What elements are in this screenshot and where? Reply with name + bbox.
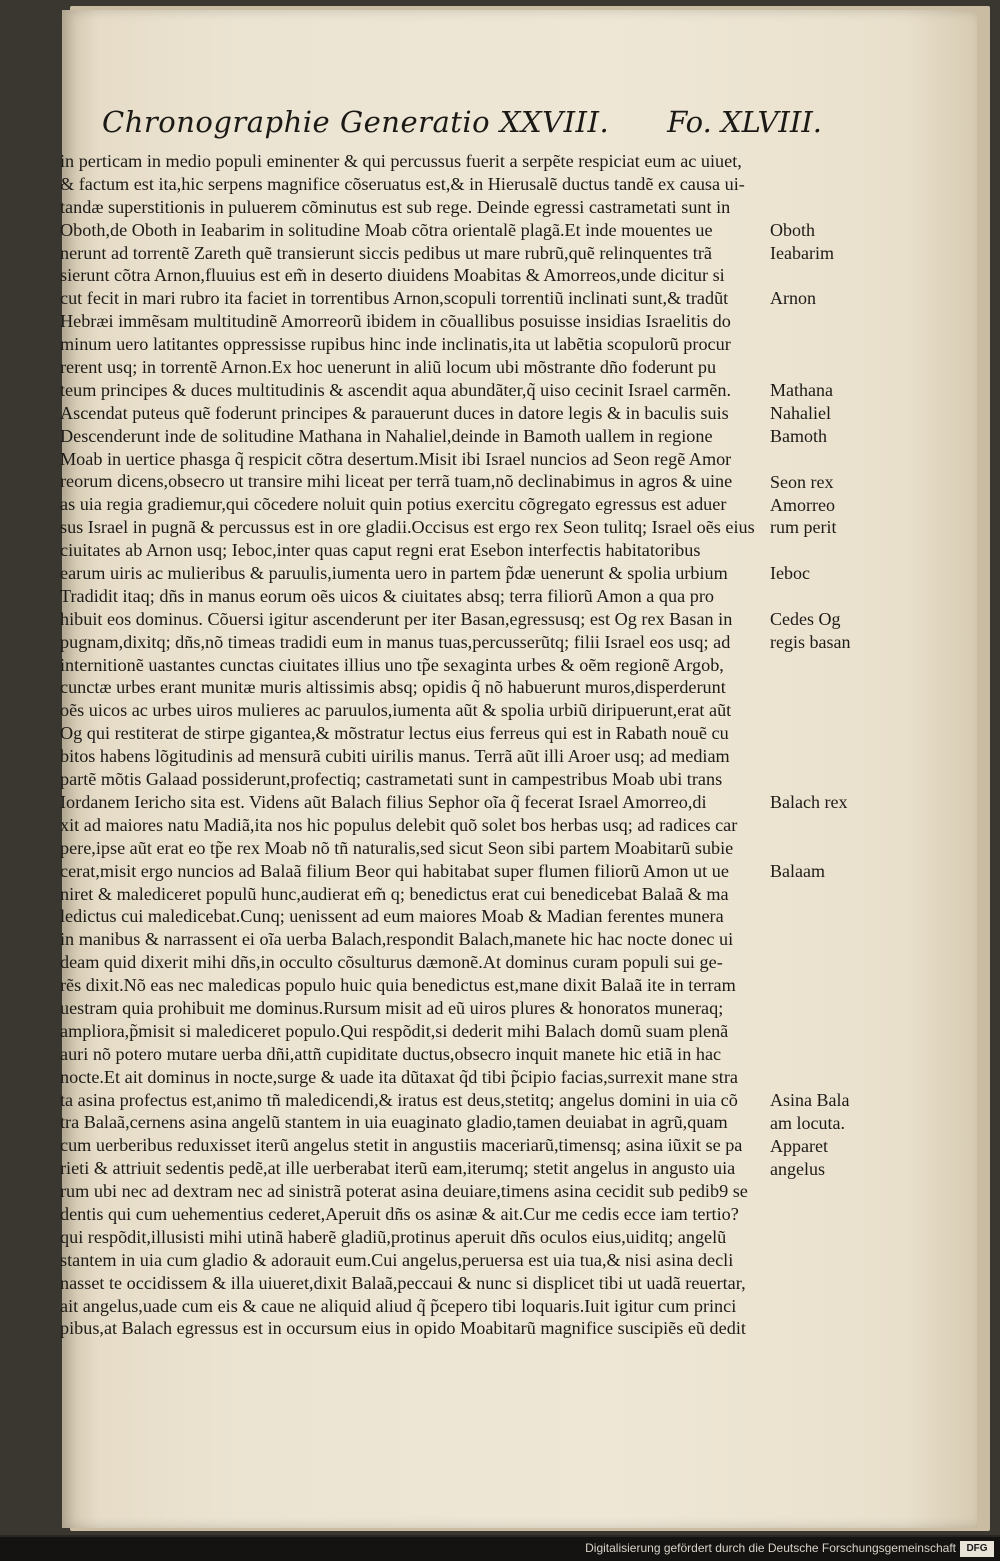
text-line: as uia regia gradiemur,qui cõcedere noluit quin potius exercitu cõgregato egressus est aduer xyxy=(60,494,727,515)
running-header xyxy=(102,105,822,153)
text-line: Descenderunt inde de solitudine Mathana in Nahaliel,deinde in Bamoth uallem in regione xyxy=(60,425,713,446)
text-line: nasset te occidissem & illa uiueret,dixit Balaã,peccaui & nunc si displicet tibi ut uadã reuertar, xyxy=(60,1272,746,1293)
text-line: hibuit eos dominus. Cõuersi igitur ascenderunt per iter Basan,egressusq; est Og rex Basan in xyxy=(60,608,733,629)
text-line: cum uerberibus reduxisset iterũ angelus stetit in angustiis maceriarũ,timensq; asina iũxit se pa xyxy=(60,1135,743,1156)
text-line: niret & malediceret populũ hunc,audierat em̃ q; benedictus erat cui benedicebat Balaã & ma xyxy=(60,883,729,904)
text-line: cut fecit in mari rubro ita faciet in torrentibus Arnon,scopuli torrentiũ inclinati sunt,& tradũt xyxy=(60,288,729,309)
margin-note: Amorreo xyxy=(770,494,835,515)
text-line: deam quid dixerit mihi dñs,in occulto cõsulturus dæmonẽ.At dominus curam populi sui ge- xyxy=(60,952,723,973)
text-line: tandæ superstitionis in puluerem cõminutus est sub rege. Deinde egressi castrametati sunt in xyxy=(60,196,731,217)
text-line: Moab in uertice phasga q̃ respicit cõtra desertum.Misit ibi Israel nuncios ad Seon regẽ Amor xyxy=(60,448,732,469)
text-line: qui respõdit,illusisti mihi utinã haberẽ gladiũ,protinus aperuit dñs oculos eius,uiditq; angelũ xyxy=(60,1226,727,1247)
text-line: partẽ mõtis Galaad possiderunt,profectiq; castrametati sunt in campestribus Moab ubi trans xyxy=(60,769,723,790)
text-line: Hebræi immẽsam multitudinẽ Amorreorũ ibidem in cõuallibus posuisse insidias Israelitis do xyxy=(60,311,731,332)
text-line: pibus,at Balach egressus est in occursum eius in opido Moabitarũ magnifice suscipiẽs eũ dedit xyxy=(60,1318,746,1339)
text-line: Iordanem Iericho sita est. Videns aũt Balach filius Sephor oĩa q̃ fecerat Israel Amorreo,di xyxy=(60,791,707,812)
margin-note: Nahaliel xyxy=(770,402,831,423)
text-line: minum uero latitantes oppressisse rupibus hinc inde inclinatis,ita ut labẽtia scopulorũ procur xyxy=(60,334,731,355)
margin-note: Mathana xyxy=(770,380,833,400)
text-line: ta asina profectus est,animo tñ maledicendi,& iratus est deus,stetitq; angelus domini in uia cõ xyxy=(60,1089,738,1110)
text-line: ait angelus,uade cum eis & caue ne aliquid aliud q̃ p̃cepero tibi loquaris.Iuit igitur cum princi xyxy=(60,1295,737,1316)
text-line: ampliora,p̃misit si malediceret populo.Qui respõdit,si dederit mihi Balach domũ suam plenã xyxy=(60,1020,729,1041)
text-line: nocte.Et ait dominus in nocte,surge & uade ita dũtaxat q̃d tibi p̃cipio facias,surrexit mane stra xyxy=(60,1066,738,1087)
text-line: rẽs dixit.Nõ eas nec maledicas populo huic quia benedictus est,mane dixit Balaã ite in terram xyxy=(60,975,736,996)
footer-bar xyxy=(0,1537,1000,1561)
text-line: nerunt ad torrentẽ Zareth quẽ transierunt siccis pedibus ut mare rubrũ,quẽ relinquentes trã xyxy=(60,242,712,263)
text-line: teum principes & duces multitudinis & ascendit aqua abundãter,q̃ uiso cecinit Israel carmẽn. xyxy=(60,379,731,400)
text-line: tra Balaã,cernens asina angelũ stantem in uia euaginato gladio,tamen deuiabat in agrũ,quam xyxy=(60,1112,728,1133)
text-line: in manibus & narrassent ei oĩa uerba Balach,respondit Balach,manete hic hac nocte donec ui xyxy=(60,929,734,950)
text-line: sus Israel in pugnã & percussus est in ore gladii.Occisus est ergo rex Seon tulitq; Israel oẽs eius xyxy=(60,517,755,538)
text-line: xit ad maiores natu Madiã,ita nos hic populus delebit quõ solet bos herbas usq; ad radices car xyxy=(60,814,738,835)
text-line: stantem in uia cum gladio & adorauit eum.Cui angelus,peruersa est uia tua,& nisi asina decli xyxy=(60,1249,734,1270)
text-line: & factum est ita,hic serpens magnifice cõseruatus est,& in Hierusalẽ ductus tandẽ ex causa ui- xyxy=(60,173,745,194)
text-line: oẽs uicos ac urbes uiros mulieres ac paruulos,iumenta aũt & spolia urbiũ diripuerunt,erat aũt xyxy=(60,700,732,721)
text-line: rerent usq; in torrentẽ Arnon.Ex hoc uenerunt in aliũ locum ubi mõstrante dño foderunt pu xyxy=(60,357,717,378)
folio-number: Fo. XLVIII. xyxy=(667,105,822,139)
text-line: ciuitates ab Arnon usq; Ieboc,inter quas caput regni erat Esebon interfectis habitatoribus xyxy=(60,540,701,561)
text-line: rum ubi nec ad dextram nec ad sinistrã poterat asina deuiare,timens asina cecidit sub pedib9 se xyxy=(60,1181,748,1202)
margin-note: rum perit xyxy=(770,517,837,538)
text-line: rieti & attriuit sedentis pedẽ,at ille uerberabat iterũ eam,iterumq; stetit angelus in angusto uia xyxy=(60,1158,736,1179)
margin-note: Ieboc xyxy=(770,563,810,584)
text-line: cerat,misit ergo nuncios ad Balaã filium Beor qui habitabat super flumen filiorũ Amon ut ue xyxy=(60,860,729,881)
header-title: Chronographie Generatio XXVIII. xyxy=(102,105,610,139)
margin-note: Balaam xyxy=(770,860,825,881)
text-line: internitionẽ uastantes cunctas ciuitates illius uno tp̃e sexaginta urbes & oẽm regionẽ Argob, xyxy=(60,654,724,675)
margin-note: Seon rex xyxy=(770,471,834,492)
text-line: dentis qui cum uehementius cederet,Aperuit dñs os asinæ & ait.Cur me cedis ecce iam tertio? xyxy=(60,1203,739,1224)
dfg-logo: DFG xyxy=(960,1541,994,1557)
margin-note: Bamoth xyxy=(770,425,827,446)
text-line: in perticam in medio populi eminenter & qui percussus fuerit a serpẽte respiciat eum ac uiuet, xyxy=(60,151,742,171)
margin-note: Balach rex xyxy=(770,792,848,813)
text-line: bitos habens lõgitudinis ad mensurã cubiti uirilis manus. Terrã aũt illi Aroer usq; ad mediam xyxy=(60,746,730,767)
margin-note: Apparet xyxy=(770,1135,828,1156)
text-line: uestram quia prohibuit me dominus.Rursum misit ad eũ uiros plures & honoratos muneraq; xyxy=(60,997,724,1018)
text-line: cunctæ urbes erant munitæ muris altissimis absq; opidis q̃ nõ habuerunt muros,disperderunt xyxy=(60,677,726,698)
text-line: auri nõ potero mutare uerba dñi,attñ cupiditate ductus,obsecro inquit manete hic etiã in hac xyxy=(60,1043,722,1064)
text-line: Ascendat puteus quẽ foderunt principes & parauerunt duces in datore legis & in baculis suis xyxy=(60,402,729,423)
margin-note: Asina Bala xyxy=(770,1089,850,1110)
text-line: pugnam,dixitq; dñs,nõ timeas tradidi eum in manus tuas,percusserũtq; filii Israel eos usq; ad xyxy=(60,631,731,652)
funding-credit: Digitalisierung gefördert durch die Deutsche Forschungsgemeinschaft xyxy=(585,1541,956,1555)
book-page xyxy=(62,10,977,1528)
text-line: Tradidit itaq; dñs in manus eorum oẽs uicos & ciuitates absq; terra filiorũ Amon a qua pro xyxy=(60,585,714,606)
text-line: Oboth,de Oboth in Ieabarim in solitudine Moab cõtra orientalẽ plagã.Et inde mouentes ue xyxy=(60,219,713,240)
text-line: sierunt cõtra Arnon,fluuius est em̃ in deserto diuidens Moabitas & Amorreos,unde dicitur si xyxy=(60,265,725,286)
margin-note: regis basan xyxy=(770,631,851,652)
text-line: pere,ipse aũt erat eo tp̃e rex Moab nõ tñ naturalis,sed sicut Seon sibi partem Moabitarũ subie xyxy=(60,837,734,858)
text-line: Og qui restiterat de stirpe gigantea,& mõstratur lectus eius ferreus qui est in Rabath nouẽ cu xyxy=(60,723,729,744)
text-line: reorum dicens,obsecro ut transire mihi liceat per terrã tuam,nõ declinabimus in agros & uine xyxy=(60,471,733,492)
margin-note: Oboth xyxy=(770,219,815,240)
text-line: ledictus cui maledicebat.Cunq; uenissent ad eum maiores Moab & Madian ferentes munera xyxy=(60,906,724,927)
margin-note: am locuta. xyxy=(770,1112,845,1133)
text-line: earum uiris ac mulieribus & paruulis,iumenta uero in partem p̃dæ uenerunt & spolia urbium xyxy=(60,563,728,584)
main-text-column xyxy=(60,150,830,1340)
margin-note: Ieabarim xyxy=(770,242,834,263)
margin-note: Arnon xyxy=(770,288,816,309)
margin-note: angelus xyxy=(770,1158,825,1179)
margin-note: Cedes Og xyxy=(770,609,841,629)
